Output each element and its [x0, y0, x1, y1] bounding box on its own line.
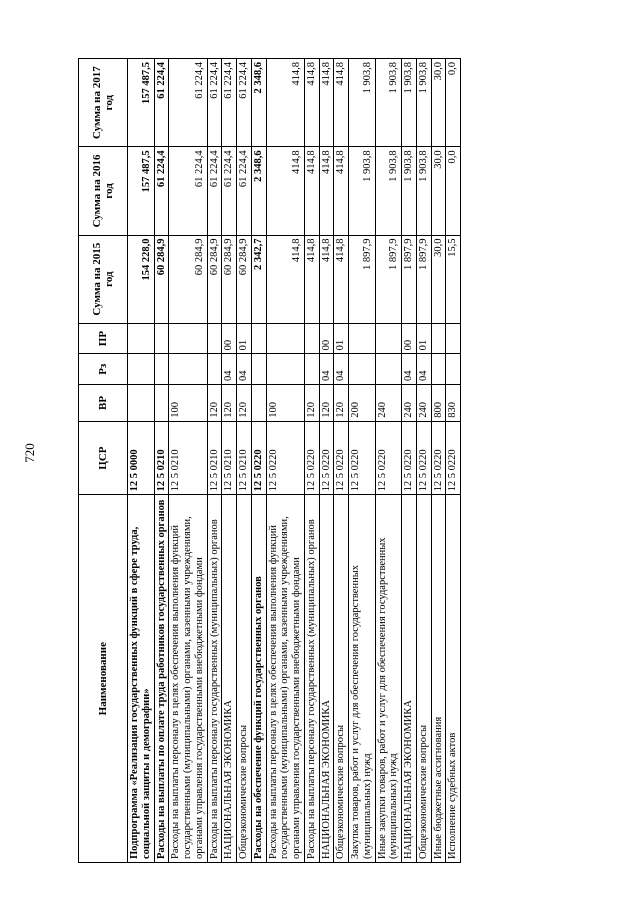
- table-row: [445, 58, 460, 862]
- table-row: [168, 58, 206, 862]
- cell-rz: [207, 353, 222, 384]
- cell-sum-2017: 1 903,8: [375, 58, 402, 146]
- cell-rz: [266, 353, 304, 384]
- cell-pr: [154, 323, 169, 354]
- cell-rz: [251, 353, 266, 384]
- cell-name: Иные бюджетные ассигнования: [431, 494, 446, 862]
- cell-name: Расходы на выплаты персоналу в целях обеспечения выполнения функций государственными (муниципальными) органами, казенными учреждениями, органами управления государственными внебюджетными фондами: [168, 494, 206, 862]
- cell-sum-2015: 414,8: [304, 235, 319, 323]
- cell-name: Расходы на выплаты персоналу государственных (муниципальных) органов: [304, 494, 319, 862]
- table-header-row: [78, 58, 127, 862]
- cell-pr: [431, 323, 446, 354]
- table-row: [207, 58, 222, 862]
- col-header-sum-2017: Сумма на 2017 год: [78, 58, 127, 146]
- cell-sum-2016: 1 903,8: [416, 146, 431, 234]
- cell-sum-2016: 61 224,4: [168, 146, 206, 234]
- cell-sum-2016: 61 224,4: [154, 146, 169, 234]
- cell-csr: 12 5 0220: [348, 421, 375, 495]
- cell-csr: 12 5 0220: [251, 421, 266, 495]
- cell-rz: 04: [401, 353, 416, 384]
- cell-sum-2015: 414,8: [266, 235, 304, 323]
- cell-sum-2017: 2 348,6: [251, 58, 266, 146]
- cell-sum-2017: 1 903,8: [416, 58, 431, 146]
- table-row: [319, 58, 334, 862]
- cell-name: Подпрограмма «Реализация государственных функций в сфере труда, социальной защиты и демографии»: [127, 494, 154, 862]
- col-header-name: Наименование: [78, 494, 127, 862]
- cell-sum-2016: 1 903,8: [401, 146, 416, 234]
- cell-sum-2015: 1 897,9: [401, 235, 416, 323]
- cell-csr: 12 5 0220: [375, 421, 402, 495]
- cell-pr: [304, 323, 319, 354]
- col-header-sum-2015: Сумма на 2015 год: [78, 235, 127, 323]
- cell-vr: 120: [319, 384, 334, 421]
- cell-vr: 200: [348, 384, 375, 421]
- cell-name: Расходы на обеспечение функций государственных органов: [251, 494, 266, 862]
- cell-vr: [154, 384, 169, 421]
- cell-sum-2015: 1 897,9: [416, 235, 431, 323]
- cell-csr: 12 5 0220: [416, 421, 431, 495]
- cell-name: Иные закупки товаров, работ и услуг для обеспечения государственных (муниципальных) нужд: [375, 494, 402, 862]
- table-row: [333, 58, 348, 862]
- cell-rz: 04: [416, 353, 431, 384]
- cell-pr: 01: [333, 323, 348, 354]
- cell-sum-2017: 414,8: [319, 58, 334, 146]
- cell-sum-2015: 60 284,9: [221, 235, 236, 323]
- cell-pr: [375, 323, 402, 354]
- cell-pr: [168, 323, 206, 354]
- cell-name: Расходы на выплаты персоналу государственных (муниципальных) органов: [207, 494, 222, 862]
- cell-csr: 12 5 0210: [168, 421, 206, 495]
- col-header-rz: Рз: [78, 353, 127, 384]
- cell-sum-2015: 1 897,9: [375, 235, 402, 323]
- cell-sum-2015: 414,8: [319, 235, 334, 323]
- rotated-table-container: [78, 58, 563, 863]
- cell-name: Общеэкономические вопросы: [333, 494, 348, 862]
- cell-vr: 120: [304, 384, 319, 421]
- cell-sum-2017: 1 903,8: [401, 58, 416, 146]
- cell-vr: 240: [416, 384, 431, 421]
- cell-sum-2016: 414,8: [266, 146, 304, 234]
- cell-sum-2017: 61 224,4: [154, 58, 169, 146]
- cell-sum-2015: 154 228,0: [127, 235, 154, 323]
- cell-sum-2016: 2 348,6: [251, 146, 266, 234]
- cell-sum-2017: 30,0: [431, 58, 446, 146]
- cell-sum-2015: 60 284,9: [168, 235, 206, 323]
- cell-sum-2017: 157 487,5: [127, 58, 154, 146]
- cell-vr: 120: [221, 384, 236, 421]
- table-row: [416, 58, 431, 862]
- cell-sum-2016: 414,8: [304, 146, 319, 234]
- cell-name: Расходы на выплаты по оплате труда работников государственных органов: [154, 494, 169, 862]
- cell-rz: 04: [221, 353, 236, 384]
- col-header-vr: ВР: [78, 384, 127, 421]
- cell-sum-2015: 1 897,9: [348, 235, 375, 323]
- col-header-pr: ПР: [78, 323, 127, 354]
- cell-sum-2017: 414,8: [266, 58, 304, 146]
- cell-csr: 12 5 0220: [304, 421, 319, 495]
- cell-name: Общеэкономические вопросы: [416, 494, 431, 862]
- cell-vr: 120: [333, 384, 348, 421]
- cell-sum-2016: 1 903,8: [375, 146, 402, 234]
- cell-pr: [251, 323, 266, 354]
- cell-pr: [207, 323, 222, 354]
- cell-csr: 12 5 0220: [266, 421, 304, 495]
- table-row: [154, 58, 169, 862]
- cell-sum-2016: 414,8: [333, 146, 348, 234]
- cell-pr: [445, 323, 460, 354]
- cell-csr: 12 5 0220: [401, 421, 416, 495]
- table-row: [221, 58, 236, 862]
- cell-rz: [431, 353, 446, 384]
- cell-sum-2015: 15,5: [445, 235, 460, 323]
- cell-rz: [127, 353, 154, 384]
- cell-sum-2016: 414,8: [319, 146, 334, 234]
- cell-sum-2015: 2 342,7: [251, 235, 266, 323]
- cell-sum-2017: 1 903,8: [348, 58, 375, 146]
- cell-sum-2017: 414,8: [304, 58, 319, 146]
- cell-csr: 12 5 0000: [127, 421, 154, 495]
- cell-rz: 04: [236, 353, 251, 384]
- table-row: [348, 58, 375, 862]
- cell-sum-2016: 0,0: [445, 146, 460, 234]
- cell-sum-2017: 414,8: [333, 58, 348, 146]
- cell-rz: [154, 353, 169, 384]
- cell-rz: 04: [333, 353, 348, 384]
- table-row: [401, 58, 416, 862]
- cell-csr: 12 5 0220: [445, 421, 460, 495]
- table-row: [127, 58, 154, 862]
- cell-vr: 100: [266, 384, 304, 421]
- cell-sum-2016: 61 224,4: [207, 146, 222, 234]
- cell-pr: 00: [401, 323, 416, 354]
- cell-csr: 12 5 0220: [333, 421, 348, 495]
- cell-rz: [348, 353, 375, 384]
- cell-name: НАЦИОНАЛЬНАЯ ЭКОНОМИКА: [221, 494, 236, 862]
- cell-vr: [127, 384, 154, 421]
- budget-table: [78, 58, 461, 863]
- table-row: [251, 58, 266, 862]
- cell-sum-2017: 0,0: [445, 58, 460, 146]
- cell-rz: [304, 353, 319, 384]
- table-body: [127, 58, 460, 862]
- cell-csr: 12 5 0210: [207, 421, 222, 495]
- cell-sum-2015: 30,0: [431, 235, 446, 323]
- cell-sum-2017: 61 224,4: [207, 58, 222, 146]
- cell-name: НАЦИОНАЛЬНАЯ ЭКОНОМИКА: [319, 494, 334, 862]
- cell-name: НАЦИОНАЛЬНАЯ ЭКОНОМИКА: [401, 494, 416, 862]
- cell-name: Закупка товаров, работ и услуг для обеспечения государственных (муниципальных) нужд: [348, 494, 375, 862]
- col-header-csr: ЦСР: [78, 421, 127, 495]
- cell-vr: 830: [445, 384, 460, 421]
- cell-pr: 00: [221, 323, 236, 354]
- table-row: [431, 58, 446, 862]
- cell-sum-2016: 157 487,5: [127, 146, 154, 234]
- cell-sum-2017: 61 224,4: [236, 58, 251, 146]
- cell-csr: 12 5 0210: [236, 421, 251, 495]
- cell-sum-2016: 1 903,8: [348, 146, 375, 234]
- cell-sum-2015: 60 284,9: [236, 235, 251, 323]
- col-header-sum-2016: Сумма на 2016 год: [78, 146, 127, 234]
- cell-name: Общеэкономические вопросы: [236, 494, 251, 862]
- cell-sum-2015: 60 284,9: [154, 235, 169, 323]
- cell-rz: [445, 353, 460, 384]
- cell-vr: 120: [236, 384, 251, 421]
- cell-csr: 12 5 0210: [154, 421, 169, 495]
- cell-pr: [348, 323, 375, 354]
- cell-csr: 12 5 0210: [221, 421, 236, 495]
- cell-sum-2016: 61 224,4: [236, 146, 251, 234]
- cell-csr: 12 5 0220: [319, 421, 334, 495]
- cell-vr: 240: [401, 384, 416, 421]
- cell-pr: [127, 323, 154, 354]
- cell-sum-2017: 61 224,4: [221, 58, 236, 146]
- cell-pr: 01: [236, 323, 251, 354]
- cell-pr: 00: [319, 323, 334, 354]
- cell-sum-2015: 60 284,9: [207, 235, 222, 323]
- cell-vr: 240: [375, 384, 402, 421]
- cell-rz: [168, 353, 206, 384]
- cell-vr: 120: [207, 384, 222, 421]
- cell-vr: 800: [431, 384, 446, 421]
- cell-vr: [251, 384, 266, 421]
- cell-sum-2015: 414,8: [333, 235, 348, 323]
- cell-sum-2016: 61 224,4: [221, 146, 236, 234]
- cell-sum-2017: 61 224,4: [168, 58, 206, 146]
- table-row: [304, 58, 319, 862]
- table-row: [375, 58, 402, 862]
- cell-pr: 01: [416, 323, 431, 354]
- cell-vr: 100: [168, 384, 206, 421]
- table-row: [266, 58, 304, 862]
- page-number: 720: [22, 443, 37, 463]
- cell-name: Исполнение судебных актов: [445, 494, 460, 862]
- cell-sum-2016: 30,0: [431, 146, 446, 234]
- cell-rz: 04: [319, 353, 334, 384]
- cell-name: Расходы на выплаты персоналу в целях обеспечения выполнения функций государственными (муниципальными) органами, казенными учреждениями, органами управления государственными внебюджетными фондами: [266, 494, 304, 862]
- cell-pr: [266, 323, 304, 354]
- table-row: [236, 58, 251, 862]
- cell-rz: [375, 353, 402, 384]
- cell-csr: 12 5 0220: [431, 421, 446, 495]
